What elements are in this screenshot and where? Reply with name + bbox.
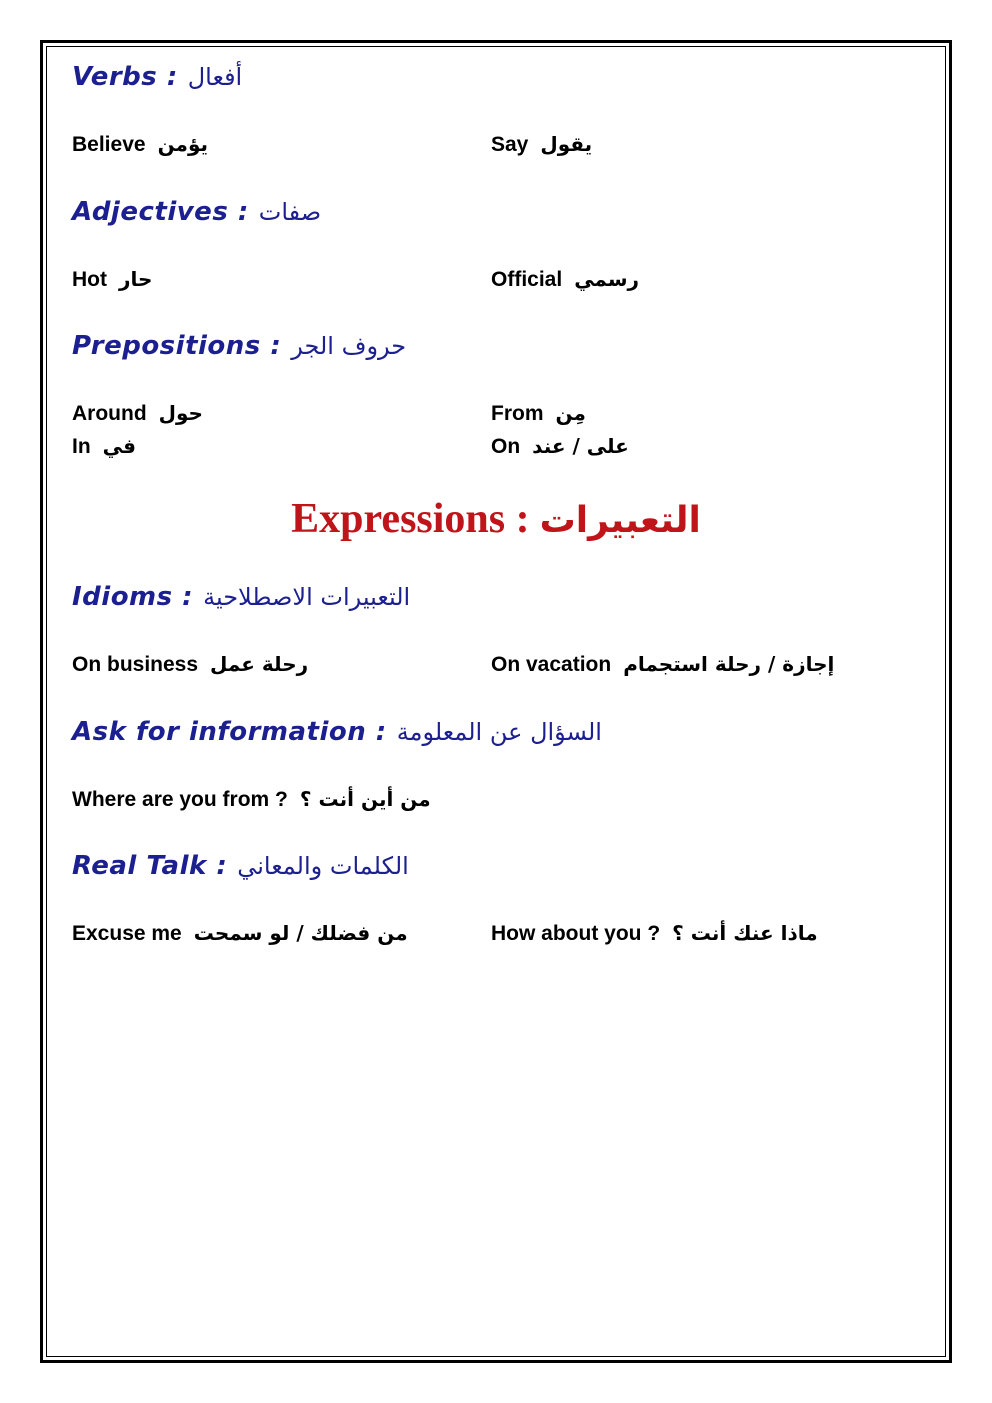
- preposition-ar: مِن: [555, 401, 586, 425]
- expressions-title-en: Expressions :: [291, 496, 530, 542]
- adjective-en: Official: [491, 268, 563, 291]
- idiom-en: On vacation: [491, 653, 612, 676]
- adjective-item: [72, 267, 152, 292]
- preposition-ar: على / عند: [532, 434, 629, 458]
- verb-ar: يقول: [540, 132, 593, 156]
- idiom-ar: رحلة عمل: [210, 652, 309, 676]
- real-talk-heading-ar: الكلمات والمعاني: [237, 852, 409, 880]
- adjectives-heading: [72, 197, 321, 227]
- idioms-heading-en: Idioms :: [72, 582, 194, 612]
- preposition-en: From: [491, 402, 544, 425]
- verb-ar: يؤمن: [157, 132, 208, 156]
- preposition-item: [72, 401, 203, 426]
- verb-item: [491, 132, 592, 157]
- page-border-inner: [46, 46, 946, 1357]
- verbs-heading-ar: أفعال: [187, 63, 243, 91]
- real-talk-heading-en: Real Talk :: [72, 851, 228, 881]
- adjective-ar: حار: [119, 267, 153, 291]
- prepositions-heading: [72, 331, 406, 361]
- idiom-item: [491, 652, 834, 677]
- ask-info-item: [72, 787, 431, 812]
- verb-item: [72, 132, 208, 157]
- ask-info-heading: [72, 717, 602, 747]
- ask-info-heading-ar: السؤال عن المعلومة: [396, 718, 602, 746]
- ask-info-heading-en: Ask for information :: [72, 717, 387, 747]
- verbs-heading-en: Verbs :: [72, 62, 178, 92]
- prepositions-heading-en: Prepositions :: [72, 331, 282, 361]
- real-talk-heading: [72, 851, 409, 881]
- real-talk-item: [491, 921, 818, 946]
- verb-en: Believe: [72, 133, 146, 156]
- idiom-en: On business: [72, 653, 199, 676]
- idiom-item: [72, 652, 308, 677]
- adjectives-heading-en: Adjectives :: [72, 197, 249, 227]
- adjective-item: [491, 267, 639, 292]
- preposition-ar: في: [102, 434, 137, 458]
- real-talk-en: Excuse me: [72, 922, 182, 945]
- ask-info-ar: من أين أنت ؟: [299, 787, 431, 811]
- real-talk-ar: من فضلك / لو سمحت: [193, 921, 408, 945]
- preposition-ar: حول: [158, 401, 203, 425]
- preposition-item: [491, 434, 629, 459]
- adjective-en: Hot: [72, 268, 107, 291]
- preposition-en: Around: [72, 402, 147, 425]
- ask-info-en: Where are you from ?: [72, 788, 288, 811]
- idioms-heading: [72, 582, 410, 612]
- adjective-ar: رسمي: [574, 267, 640, 291]
- prepositions-heading-ar: حروف الجر: [291, 332, 407, 360]
- idiom-ar: إجازة / رحلة استجمام: [623, 652, 835, 676]
- real-talk-ar: ماذا عنك أنت ؟: [672, 921, 818, 945]
- verb-en: Say: [491, 133, 529, 156]
- expressions-title: [0, 495, 992, 543]
- preposition-item: [72, 434, 136, 459]
- preposition-en: On: [491, 435, 521, 458]
- real-talk-item: [72, 921, 408, 946]
- preposition-item: [491, 401, 586, 426]
- real-talk-en: How about you ?: [491, 922, 661, 945]
- preposition-en: In: [72, 435, 91, 458]
- verbs-heading: [72, 62, 242, 92]
- idioms-heading-ar: التعبيرات الاصطلاحية: [203, 583, 411, 611]
- adjectives-heading-ar: صفات: [258, 198, 322, 226]
- expressions-title-ar: التعبيرات: [539, 500, 701, 541]
